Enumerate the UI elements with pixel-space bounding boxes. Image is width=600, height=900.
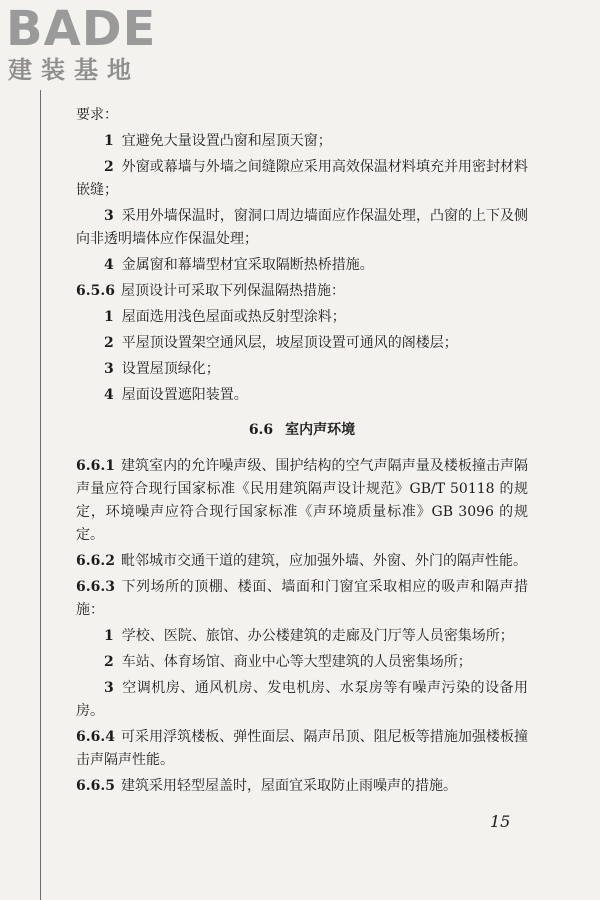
list-c-item-1: 1 学校、医院、旅馆、办公楼建筑的走廊及门厅等人员密集场所； [104, 628, 514, 644]
list-c-item-2: 2 车站、体育场馆、商业中心等大型建筑的人员密集场所； [104, 654, 472, 670]
watermark-logo [6, 1, 176, 84]
clause-6-6-4: 6.6.4 可采用浮筑楼板、弹性面层、隔声吊顶、阻尼板等措施加强楼板撞击声隔声性能。 [76, 729, 528, 768]
logo-subtitle: 建装基地 [8, 56, 140, 84]
clause-6-6-1: 6.6.1 建筑室内的允许噪声级、围护结构的空气声隔声量及楼板撞击声隔声量应符合现行国家标准《民用建筑隔声设计规范》GB/T 50118 的规定，环境噪声应符合现行国家标准《声环境质量标准》GB 3096 的规定。 [76, 458, 528, 543]
list-b-item-1: 1 屋面选用浅色屋面或热反射型涂料； [104, 309, 346, 325]
list-b-item-2: 2 平屋顶设置架空通风层，坡屋顶设置可通风的阁楼层； [104, 335, 458, 351]
list-a-item-4: 4 金属窗和幕墙型材宜采取隔断热桥措施。 [104, 257, 374, 273]
clause-6-6-3: 6.6.3 下列场所的顶棚、楼面、墙面和门窗宜采取相应的吸声和隔声措施： [76, 579, 528, 618]
list-a-item-1: 1 宜避免大量设置凸窗和屋顶天窗； [104, 133, 332, 149]
page-number: 15 [490, 812, 511, 831]
list-a-item-3: 3 采用外墙保温时，窗洞口周边墙面应作保温处理，凸窗的上下及侧向非透明墙体应作保温处理； [76, 208, 528, 247]
list-c-item-3: 3 空调机房、通风机房、发电机房、水泵房等有噪声污染的设备用房。 [76, 680, 528, 719]
binding-margin-line [40, 90, 41, 900]
list-b-item-3: 3 设置屋顶绿化； [104, 361, 220, 377]
page-body [76, 104, 528, 801]
clause-6-5-6: 6.5.6 屋顶设计可采取下列保温隔热措施： [76, 283, 345, 299]
section-heading: 6.6 室内声环境 [248, 422, 356, 438]
list-b-item-4: 4 屋面设置遮阳装置。 [104, 387, 248, 403]
clause-6-6-5: 6.6.5 建筑采用轻型屋盖时，屋面宜采取防止雨噪声的措施。 [76, 778, 457, 794]
intro-text: 要求： [76, 107, 118, 123]
list-a-item-2: 2 外窗或幕墙与外墙之间缝隙应采用高效保温材料填充并用密封材料嵌缝； [76, 159, 528, 198]
logo-wordmark: BADE [6, 1, 157, 57]
clause-6-6-2: 6.6.2 毗邻城市交通干道的建筑，应加强外墙、外窗、外门的隔声性能。 [76, 553, 527, 569]
